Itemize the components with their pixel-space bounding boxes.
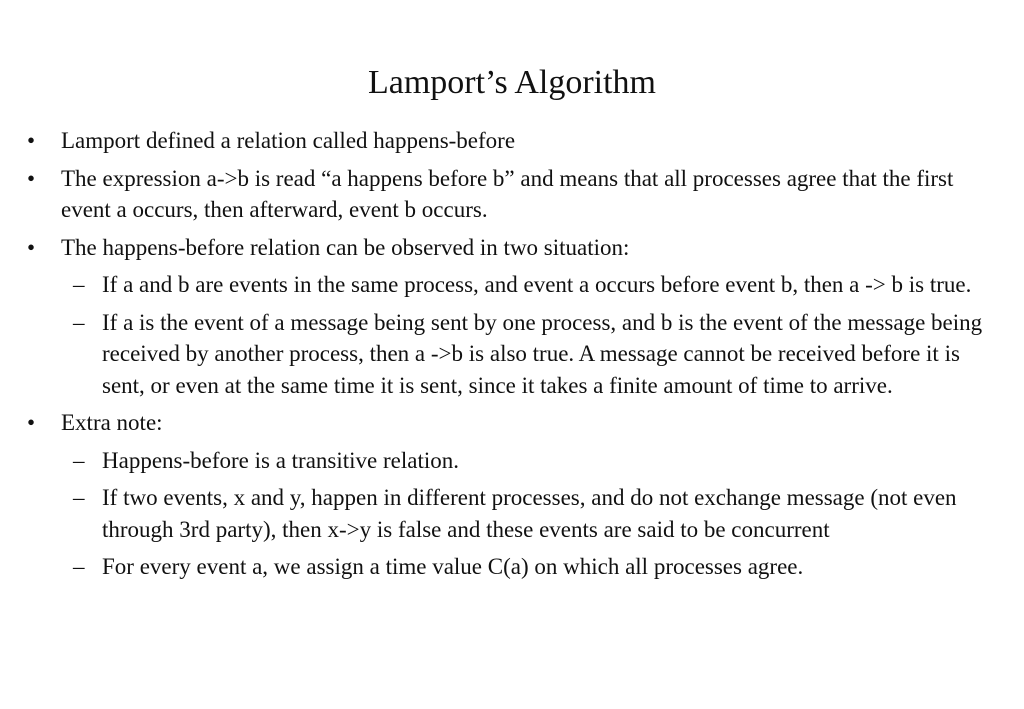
sub-bullet-item (0, 307, 1002, 402)
bullet-item (0, 125, 1004, 157)
dash-marker: – (73, 447, 85, 473)
sub-bullet-text: If a and b are events in the same process, and event a occurs before event b, then a -> b is true. (102, 272, 972, 297)
sub-bullet-text: For every event a, we assign a time value C(a) on which all processes agree. (102, 554, 804, 579)
bullet-marker: • (27, 165, 36, 191)
bullet-text: Lamport defined a relation called happens-before (61, 128, 516, 153)
bullet-marker: • (27, 128, 36, 153)
bullet-item (0, 407, 1004, 439)
bullet-text: The expression a->b is read “a happens before b” and means that all processes agree that the first event a occurs, then afterward, event b occurs. (61, 165, 954, 222)
bullet-text: The happens-before relation can be observed in two situation: (61, 234, 630, 260)
dash-marker: – (73, 309, 85, 335)
bullet-item (0, 163, 1004, 226)
sub-bullet-text: Happens-before is a transitive relation. (102, 447, 460, 473)
dash-marker: – (73, 272, 85, 297)
sub-bullet-item (0, 551, 1002, 583)
slide-content (0, 125, 1024, 589)
sub-bullet-item (0, 482, 1002, 545)
bullet-item (0, 232, 1004, 264)
slide-title: Lamport’s Algorithm (367, 64, 657, 101)
dash-marker: – (73, 485, 85, 510)
dash-marker: – (73, 554, 85, 579)
bullet-marker: • (27, 410, 36, 435)
sub-bullet-text: If a is the event of a message being sent by one process, and b is the event of the message being received by another process, then a ->b is also true. A message cannot be received before it is sent, or even at the same time it is sent, since it takes a finite amount of time to arrive. (102, 309, 983, 398)
bullet-marker: • (27, 234, 36, 260)
sub-bullet-item (0, 269, 1002, 301)
bullet-text: Extra note: (61, 410, 163, 435)
sub-bullet-item (0, 445, 1002, 477)
sub-bullet-text: If two events, x and y, happen in different processes, and do not exchange message (not even through 3rd party), then x->y is false and these events are said to be concurrent (102, 485, 957, 542)
